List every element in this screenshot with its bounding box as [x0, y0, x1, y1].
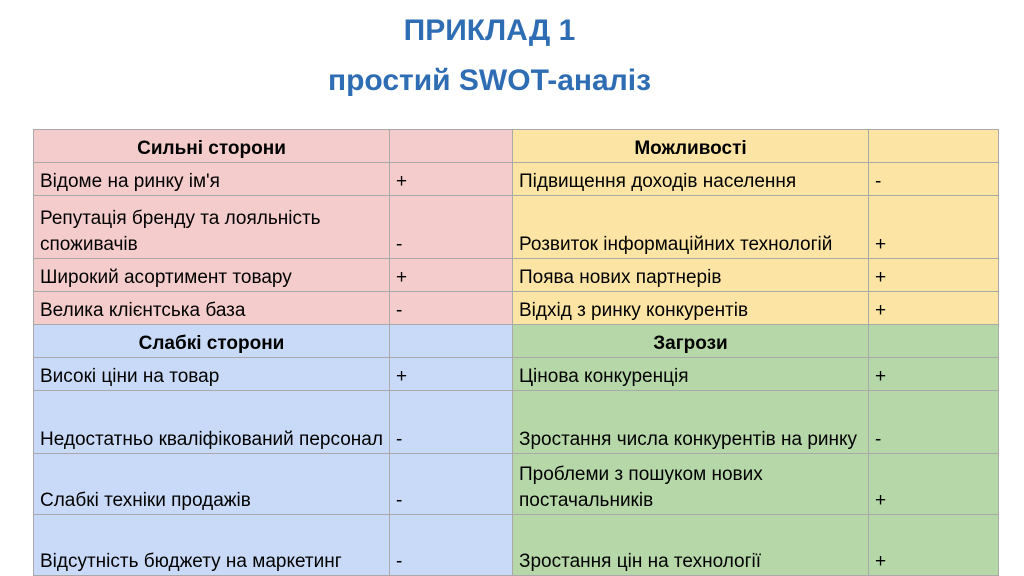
slide-subtitle: простий SWOT-аналіз [327, 64, 652, 97]
opportunity-sign: - [869, 163, 999, 196]
table-row [34, 454, 999, 515]
threat-sign: - [869, 391, 999, 454]
weakness-sign: - [390, 454, 513, 515]
opportunity-sign: + [869, 259, 999, 292]
slide-title: ПРИКЛАД 1 [403, 14, 576, 47]
table-row [34, 163, 999, 196]
header-row-bottom [34, 325, 999, 358]
table-row [34, 196, 999, 259]
header-row-top [34, 130, 999, 163]
strength-sign: - [390, 196, 513, 259]
weakness-sign: + [390, 358, 513, 391]
threats-header: Загрози [513, 325, 869, 358]
opportunity-item: Поява нових партнерів [513, 259, 869, 292]
strengths-header: Сильні сторони [34, 130, 390, 163]
strength-item: Велика клієнтська база [34, 292, 390, 325]
threat-item: Проблеми з пошуком нових постачальників [513, 454, 869, 515]
strength-sign: + [390, 259, 513, 292]
table-row [34, 292, 999, 325]
threat-sign: + [869, 515, 999, 576]
table-row [34, 515, 999, 576]
weakness-item: Відсутність бюджету на маркетинг [34, 515, 390, 576]
strength-item: Репутація бренду та лояльність споживачів [34, 196, 390, 259]
weakness-item: Слабкі техніки продажів [34, 454, 390, 515]
weaknesses-header: Слабкі сторони [34, 325, 390, 358]
opportunity-sign: + [869, 196, 999, 259]
threat-sign: + [869, 358, 999, 391]
threat-item: Зростання числа конкурентів на ринку [513, 391, 869, 454]
strengths-header-sign [390, 130, 513, 163]
strength-item: Широкий асортимент товару [34, 259, 390, 292]
strength-sign: - [390, 292, 513, 325]
opportunities-header-sign [869, 130, 999, 163]
opportunity-item: Відхід з ринку конкурентів [513, 292, 869, 325]
weakness-item: Високі ціни на товар [34, 358, 390, 391]
table-row [34, 259, 999, 292]
swot-table [33, 129, 999, 576]
threat-item: Цінова конкуренція [513, 358, 869, 391]
opportunities-header: Можливості [513, 130, 869, 163]
opportunity-item: Розвиток інформаційних технологій [513, 196, 869, 259]
threat-sign: + [869, 454, 999, 515]
threats-header-sign [869, 325, 999, 358]
weakness-sign: - [390, 515, 513, 576]
opportunity-item: Підвищення доходів населення [513, 163, 869, 196]
table-row [34, 358, 999, 391]
strength-item: Відоме на ринку ім'я [34, 163, 390, 196]
weaknesses-header-sign [390, 325, 513, 358]
table-row [34, 391, 999, 454]
weakness-item: Недостатньо кваліфікований персонал [34, 391, 390, 454]
weakness-sign: - [390, 391, 513, 454]
strength-sign: + [390, 163, 513, 196]
opportunity-sign: + [869, 292, 999, 325]
threat-item: Зростання цін на технології [513, 515, 869, 576]
